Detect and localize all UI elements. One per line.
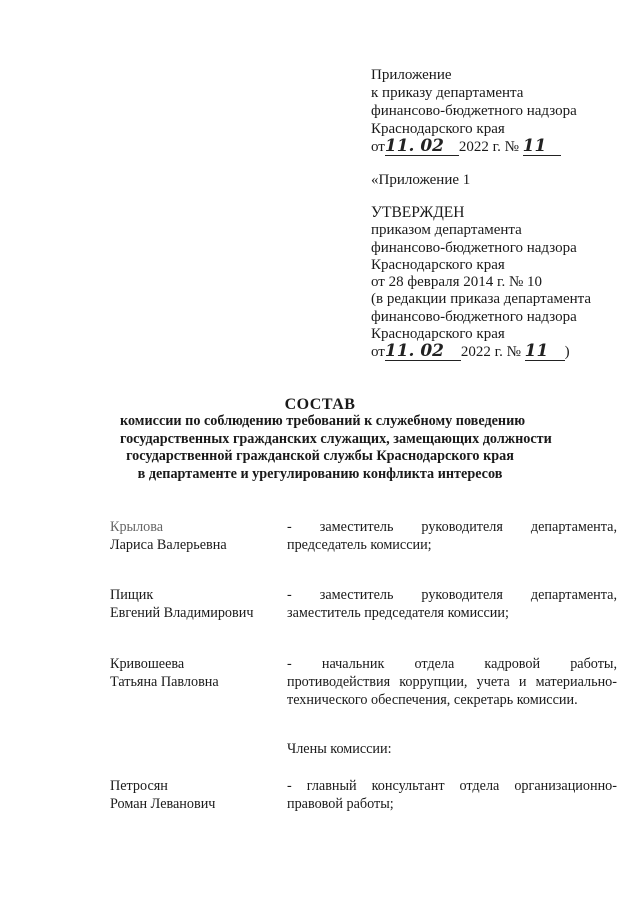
closing-paren: )	[564, 344, 570, 361]
member-name	[110, 777, 280, 813]
member-given-name: Лариса Валерьевна	[110, 537, 227, 553]
handwritten-number: 11	[525, 343, 565, 361]
handwritten-number: 11	[523, 138, 561, 156]
appendix-date-line	[371, 138, 577, 156]
member-given-name: Роман Леванович	[110, 796, 216, 812]
appendix-line: Приложение	[371, 67, 452, 83]
member-given-name: Евгений Владимирович	[110, 605, 254, 621]
approved-line: (в редакции приказа департамента	[371, 291, 592, 308]
approved-line: Краснодарского края	[371, 256, 505, 273]
approved-line: от 28 февраля 2014 г. № 10	[371, 274, 543, 291]
member-surname: Кривошеева	[110, 656, 185, 672]
appendix-line: к приказу департамента	[371, 85, 524, 101]
approved-line: приказом департамента	[371, 222, 522, 239]
member-surname: Крылова	[110, 519, 164, 535]
appendix-line: Краснодарского края	[371, 121, 505, 137]
approved-block	[371, 204, 591, 362]
member-role: - заместитель руководителя департамента, председатель комиссии;	[287, 519, 617, 553]
date-prefix: от	[371, 139, 385, 155]
approved-line: Краснодарского края	[371, 326, 505, 343]
member-name	[110, 586, 280, 622]
handwritten-date: 11. 02	[385, 343, 461, 361]
subtitle-line: в департаменте и урегулированию конфликта интересов	[137, 465, 503, 482]
appendix-line: финансово-бюджетного надзора	[371, 103, 577, 119]
member-name	[110, 655, 280, 691]
members-label: Члены комиссии:	[287, 741, 392, 757]
member-role: - заместитель руководителя департамента, заместитель председателя комиссии;	[287, 587, 617, 621]
appendix-1-label: «Приложение 1	[371, 172, 471, 188]
document-subtitle	[120, 413, 552, 483]
date-year: 2022 г. №	[458, 139, 519, 155]
appendix-header	[371, 66, 577, 156]
handwritten-date: 11. 02	[385, 138, 459, 156]
date-prefix: от	[371, 344, 385, 361]
subtitle-line: комиссии по соблюдению требований к служебному поведению	[120, 413, 526, 429]
approved-line: финансово-бюджетного надзора	[371, 308, 577, 325]
subtitle-line: государственной гражданской службы Краснодарского края	[126, 448, 514, 464]
document-title: СОСТАВ	[284, 396, 356, 413]
approved-line: финансово-бюджетного надзора	[371, 239, 577, 256]
approved-heading: УТВЕРЖДЕН	[371, 204, 465, 221]
member-role: - главный консультант отдела организационно-правовой работы;	[287, 778, 617, 812]
member-surname: Петросян	[110, 778, 168, 794]
member-name	[110, 518, 280, 554]
subtitle-line: государственных гражданских служащих, замещающих должности	[120, 430, 552, 447]
member-role: - начальник отдела кадровой работы, противодействия коррупции, учета и материально-технического обеспечения, секретарь комиссии.	[287, 656, 617, 708]
member-given-name: Татьяна Павловна	[110, 674, 219, 690]
approved-date-line	[371, 343, 591, 361]
date-year: 2022 г. №	[460, 344, 521, 361]
member-surname: Пищик	[110, 587, 154, 603]
